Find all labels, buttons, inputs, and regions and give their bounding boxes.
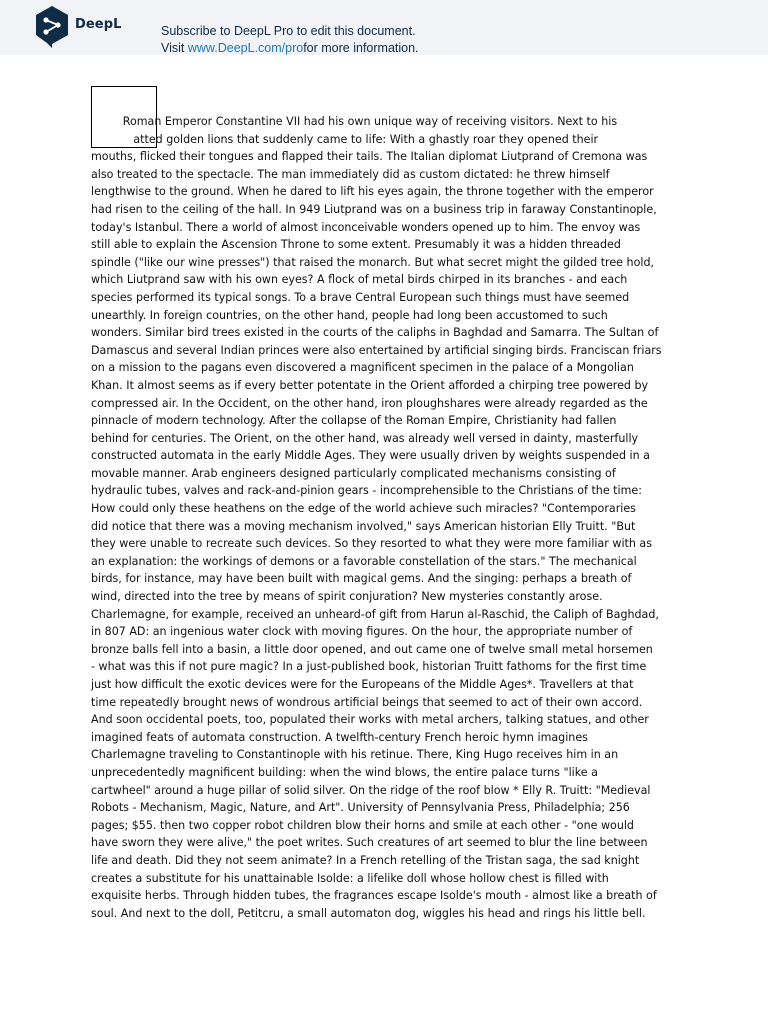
document-line: pages; $55. then two copper robot children blow their horns and smile at each other - "one would	[91, 818, 634, 832]
visit-message	[161, 41, 419, 55]
document-line: unprecedentedly magnificent building: when the wind blows, the entire palace turns "like a	[91, 765, 598, 779]
document-line: have sworn they were alive," the poet writes. Such creatures of art seemed to blur the line between	[91, 836, 648, 850]
visit-prefix: Visit	[161, 41, 188, 55]
document-line: bronze balls fell into a basin, a little door opened, and out came one of twelve small metal horsemen	[91, 642, 653, 656]
document-line: compressed air. In the Occident, on the other hand, iron ploughshares were already regarded as the	[91, 396, 648, 410]
document-line: wind, directed into the tree by means of spirit conjuration? New mysteries constantly arose.	[91, 590, 603, 604]
document-line: Charlemagne, for example, received an unheard-of gift from Harun al-Raschid, the Caliph of Baghdad,	[91, 607, 659, 621]
document-line: exquisite herbs. Through hidden tubes, the fragrances escape Isolde's mouth - almost like a breath of	[91, 889, 657, 903]
document-line: lengthwise to the ground. When he dared to lift his eyes again, the throne together with the emperor	[91, 185, 654, 199]
document-line: life and death. Did they not seem animate? In a French retelling of the Tristan saga, the sad knight	[91, 853, 640, 867]
document-line: movable manner. Arab engineers designed particularly complicated mechanisms consisting of	[91, 466, 616, 480]
document-line: on a mission to the pagans even discovered a magnificent specimen in the palace of a Mongolian	[91, 361, 634, 375]
document-line: Charlemagne traveling to Constantinople with his retinue. There, King Hugo receives him in an	[91, 748, 619, 762]
document-line: cartwheel" around a huge pillar of solid silver. On the ridge of the roof blow * Elly R. Truitt: "Medieval	[91, 783, 651, 797]
document-line: pinnacle of modern technology. After the collapse of the Roman Empire, Christianity had fallen	[91, 414, 617, 428]
document-line: which Liutprand saw with his own eyes? A flock of metal birds chirped in its branches - and each	[91, 273, 628, 287]
document-body	[91, 113, 679, 922]
document-line: species performed its typical songs. To a brave Central European such things must have seemed	[91, 290, 630, 304]
document-line: Khan. It almost seems as if every better potentate in the Orient afforded a chirping tree powered by	[91, 378, 649, 392]
document-line: Damascus and several Indian princes were also entertained by artificial singing birds. Franciscan friars	[91, 343, 662, 357]
document-line: spindle ("like our wine presses") that raised the monarch. But what secret might the gilded tree hold,	[91, 255, 655, 269]
document-line: hydraulic tubes, valves and rack-and-pinion gears - incomprehensible to the Christians of the time:	[91, 484, 642, 498]
document-line: mouths, flicked their tongues and flapped their tails. The Italian diplomat Liutprand of Cremona was	[91, 150, 648, 164]
document-line: unearthly. In foreign countries, on the other hand, people had long been accustomed to such	[91, 308, 608, 322]
document-line: just how difficult the exotic devices were for the Europeans of the Middle Ages*. Travellers at that	[91, 678, 634, 691]
document-line: behind for centuries. The Orient, on the other hand, was already well versed in dainty, masterfully	[91, 431, 639, 445]
document-line: in 807 AD: an ingenious water clock with moving figures. On the hour, the appropriate number of	[91, 625, 633, 639]
document-line: an explanation: the workings of demons or a favorable constellation of the stars." The mechanical	[91, 554, 637, 568]
deepl-promo-banner	[0, 0, 768, 55]
document-line: How could only these heathens on the edge of the world achieve such miracles? "Contemporaries	[91, 502, 636, 516]
document-line: - what was this if not pure magic? In a just-published book, historian Truitt fathoms for the first time	[91, 660, 647, 674]
deepl-logo-icon	[34, 5, 70, 49]
document-line: constructed automata in the early Middle Ages. They were usually driven by weights suspended in a	[91, 449, 650, 463]
document-line: time repeatedly brought news of wondrous artificial beings that seemed to act of their own accord.	[91, 695, 643, 709]
document-line: soul. And next to the doll, Petitcru, a small automaton dog, wiggles his head and rings his little bell.	[91, 906, 646, 920]
document-line: they were unable to recreate such devices. So they resorted to what they were more familiar with as	[91, 537, 653, 551]
document-line: today's Istanbul. There a world of almost inconceivable wonders opened up to him. The envoy was	[91, 220, 641, 234]
document-line: did notice that there was a moving mechanism involved," says American historian Elly Truitt. "But	[91, 519, 636, 533]
deepl-pro-link[interactable]: www.DeepL.com/pro	[187, 41, 304, 55]
document-line: atted golden lions that suddenly came to life: With a ghastly roar they opened their	[91, 132, 599, 146]
document-line: still able to explain the Ascension Throne to some extent. Presumably it was a hidden threaded	[91, 238, 621, 252]
document-line: And soon occidental poets, too, populated their works with metal archers, talking statues, and other	[91, 713, 649, 727]
document-line: Robots - Mechanism, Magic, Nature, and Art". University of Pennsylvania Press, Philadelphia; 256	[91, 801, 630, 815]
document-line: creates a substitute for his unattainable Isolde: a lifelike doll whose hollow chest is filled with	[91, 871, 609, 885]
document-line: Roman Emperor Constantine VII had his own unique way of receiving visitors. Next to his	[91, 115, 618, 128]
document-line: had risen to the ceiling of the hall. In 949 Liutprand was on a business trip in faraway Constantinople,	[91, 202, 657, 216]
document-line: imagined feats of automata construction. A twelfth-century French heroic hymn imagines	[91, 730, 588, 744]
document-line: wonders. Similar bird trees existed in the courts of the caliphs in Baghdad and Samarra. The Sultan of	[91, 326, 659, 340]
document-line: also treated to the spectacle. The man immediately did as custom dictated: he threw himself	[91, 167, 610, 181]
subscribe-message: Subscribe to DeepL Pro to edit this document.	[161, 24, 416, 38]
document-line: birds, for instance, may have been built with magical gems. And the singing: perhaps a breath of	[91, 572, 632, 586]
deepl-logo-text: DeepL	[75, 17, 122, 32]
visit-suffix: for more information.	[303, 41, 419, 55]
